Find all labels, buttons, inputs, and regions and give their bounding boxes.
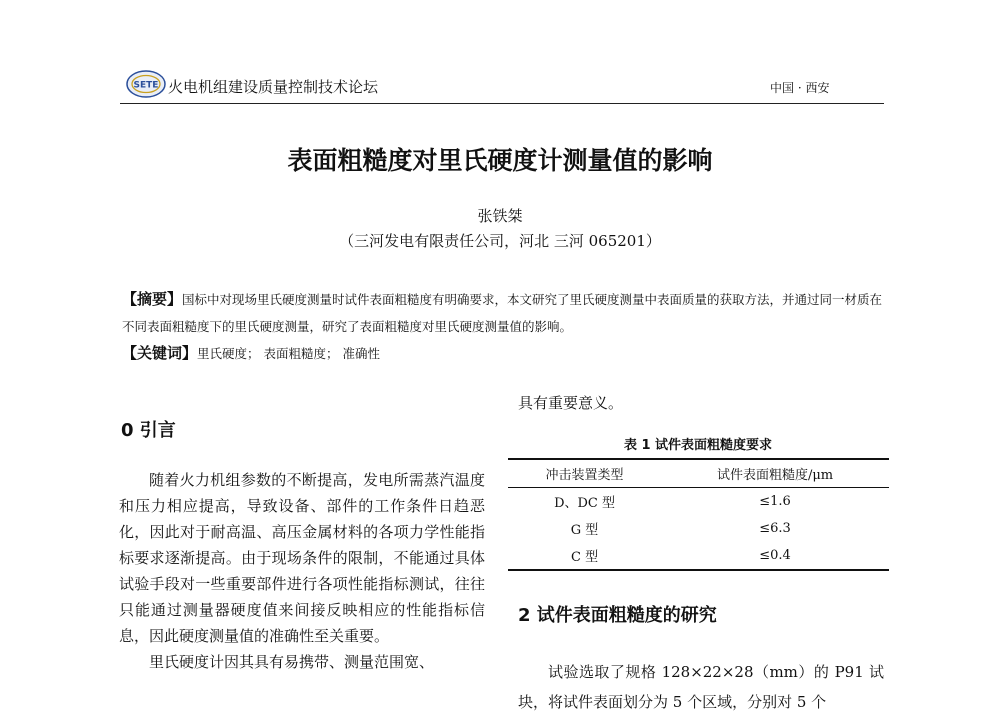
author-affiliation: （三河发电有限责任公司，河北 三河 065201）	[339, 232, 661, 250]
logo-text: SETE	[133, 80, 159, 91]
abstract-paragraph	[122, 286, 884, 340]
table-cell-device: D、DC 型	[554, 496, 615, 511]
header-divider	[120, 103, 884, 104]
right-column-body	[518, 657, 884, 717]
table-header-device-type: 冲击装置类型	[508, 459, 661, 488]
table-header-roughness: 试件表面粗糙度/μm	[661, 459, 889, 488]
keywords-label: 【关键词】	[122, 344, 198, 362]
abstract-text: 国标中对现场里氏硬度测量时试件表面粗糙度有明确要求，本文研究了里氏硬度测量中表面质量的获取方法，并通过同一材质在不同表面粗糙度下的里氏硬度测量，研究了表面粗糙度对里氏硬度测量值的影响。	[122, 292, 883, 334]
table-1-caption: 表 1 试件表面粗糙度要求	[623, 438, 773, 453]
table-row	[508, 515, 889, 542]
author-name: 张铁桀	[477, 207, 523, 225]
forum-logo	[126, 70, 166, 98]
carryover-text: 具有重要意义。	[518, 394, 624, 412]
abstract-block	[122, 286, 884, 367]
abstract-label: 【摘要】	[122, 290, 183, 308]
left-column-body	[119, 467, 485, 675]
table-header-row	[508, 459, 889, 488]
table-row	[508, 542, 889, 570]
intro-paragraph-2: 里氏硬度计因其具有易携带、测量范围宽、	[149, 653, 435, 671]
roughness-requirements-table	[508, 458, 889, 571]
section-2-heading: 2 试件表面粗糙度的研究	[518, 605, 717, 626]
forum-location: 中国 · 西安	[770, 81, 830, 95]
keywords-paragraph	[122, 340, 884, 367]
section-0-heading: 0 引言	[121, 420, 176, 441]
paper-title: 表面粗糙度对里氏硬度计测量值的影响	[287, 146, 713, 175]
section-2-paragraph: 试验选取了规格 128×22×28（mm）的 P91 试块，将试件表面划分为 5 个区域，分别对 5 个	[518, 663, 884, 711]
table-cell-device: G 型	[570, 523, 599, 538]
table-cell-device: C 型	[508, 542, 661, 570]
forum-title: 火电机组建设质量控制技术论坛	[168, 78, 379, 96]
table-cell-roughness: ≤0.4	[661, 542, 889, 570]
intro-paragraph-1: 随着火力机组参数的不断提高，发电所需蒸汽温度和压力相应提高，导致设备、部件的工作条件日趋恶化，因此对于耐高温、高压金属材料的各项力学性能指标要求逐渐提高。由于现场条件的限制，不能通过具体试验手段对一些重要部件进行各项性能指标测试，往往只能通过测量器硬度值来间接反映相应的性能指标信息，因此硬度测量值的准确性至关重要。	[119, 471, 485, 645]
keywords-text: 里氏硬度； 表面粗糙度； 准确性	[197, 346, 380, 361]
table-row	[508, 488, 889, 516]
table-cell-roughness: ≤1.6	[759, 494, 791, 509]
table-cell-roughness: ≤6.3	[759, 521, 791, 536]
